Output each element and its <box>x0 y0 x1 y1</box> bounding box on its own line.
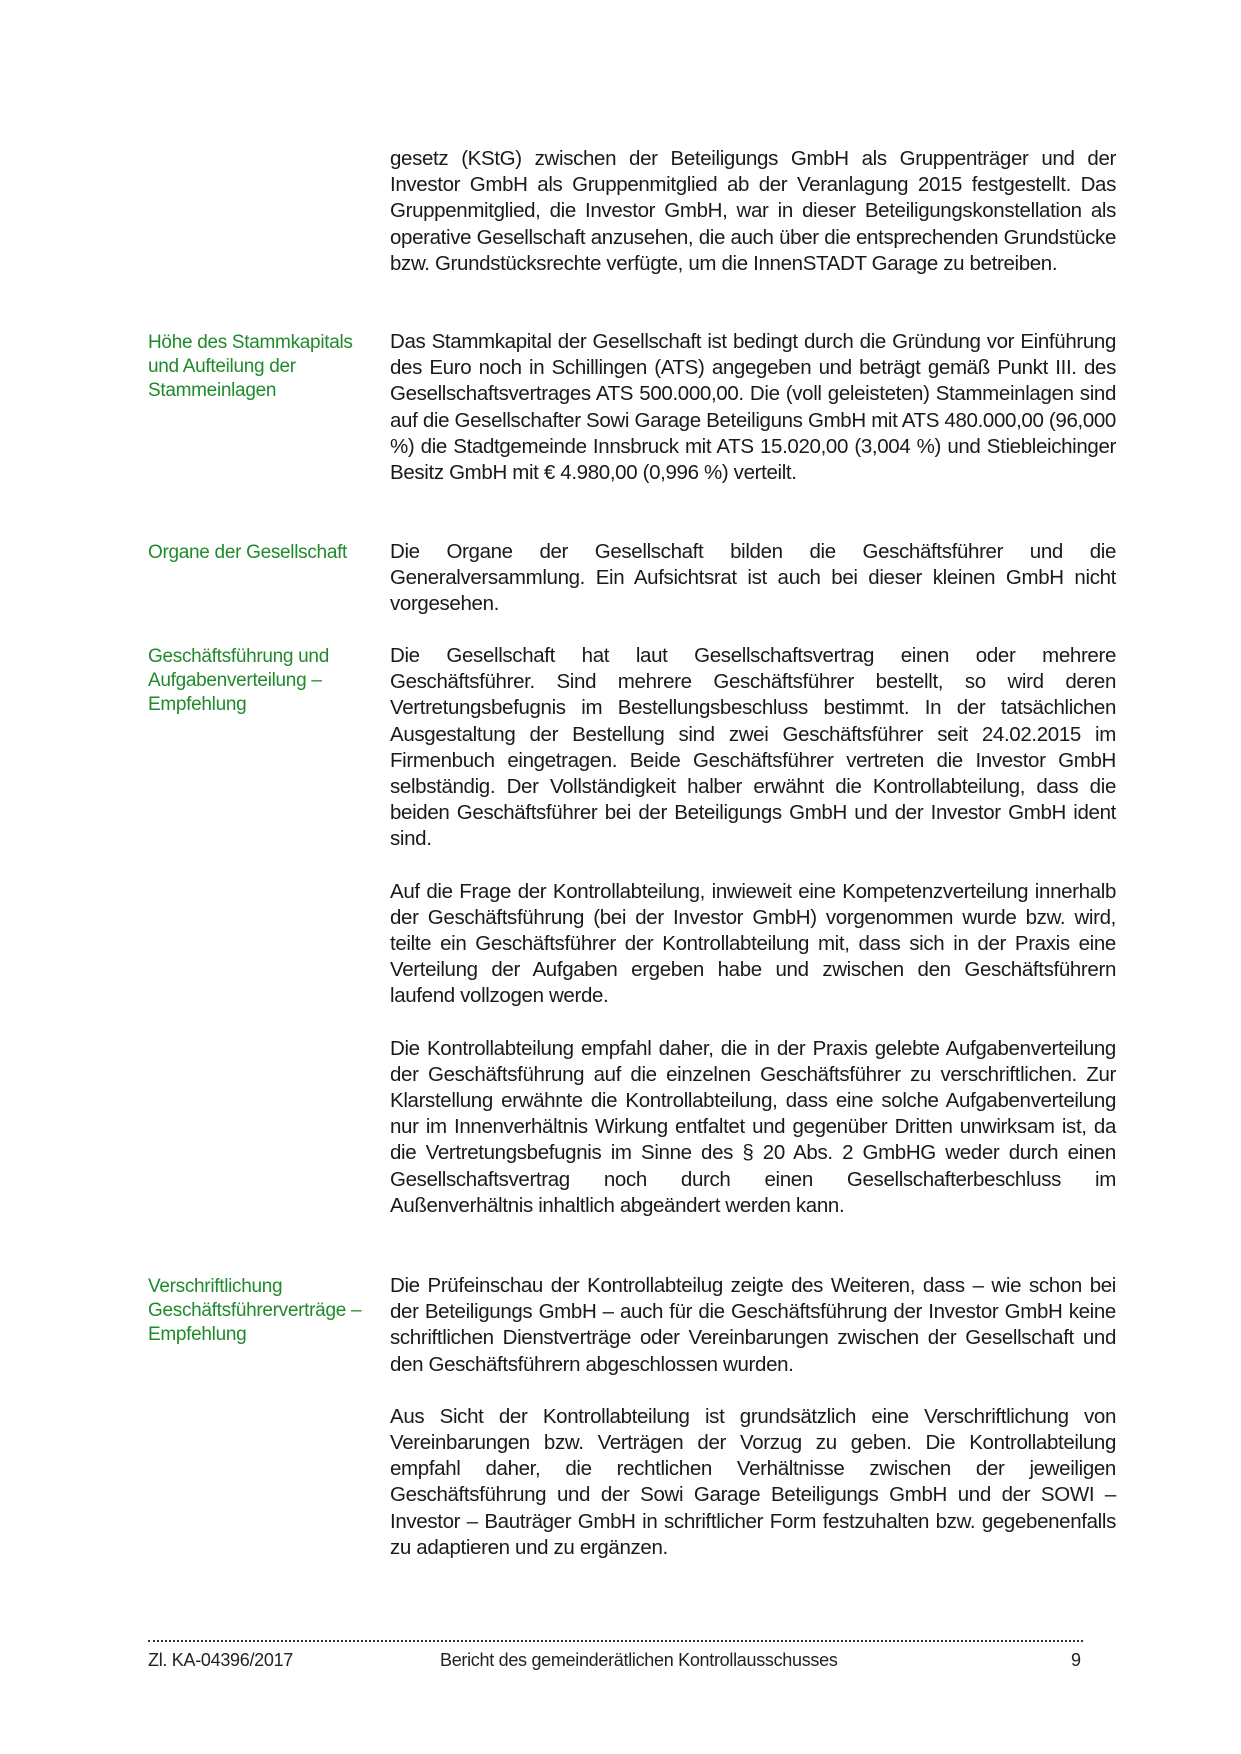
side-label: Verschriftlichung Geschäftsführerverträge – Empfehlung <box>148 1276 362 1345</box>
body-text <box>390 539 1116 618</box>
paragraph: Die Kontrollabteilung empfahl daher, die in der Praxis gelebte Aufgabenverteilung der Geschäftsführung auf die einzelnen Geschäftsführer zu verschriftlichen. Zur Klarstellung erwähnte die Kontrollabteilung, dass eine solche Aufgabenverteilung nur im Innenverhältnis Wirkung entfaltet und gegenüber Dritten unwirksam ist, da die Vertretungsbefugnis im Sinne des § 20 Abs. 2 GmbHG weder durch einen Gesellschaftsvertrag noch durch einen Gesellschafterbeschluss im Außenverhältnis inhaltlich abgeändert werden kann. <box>390 1036 1116 1217</box>
body-text <box>390 329 1116 486</box>
side-label: Höhe des Stammkapitals und Aufteilung der Stammeinlagen <box>148 332 353 401</box>
footer-divider <box>148 1640 1083 1642</box>
side-label: Organe der Gesellschaft <box>148 542 348 563</box>
paragraph: Auf die Frage der Kontrollabteilung, inwieweit eine Kompetenzverteilung innerhalb der Geschäftsführung (bei der Investor GmbH) vorgenommen wurde bzw. wird, teilte ein Geschäftsführer der Kontrollabteilung mit, dass sich in der Praxis eine Verteilung der Aufgaben ergeben habe und zwischen den Geschäftsführern laufend vollzogen werde. <box>390 879 1116 1008</box>
footer-reference: Zl. KA-04396/2017 <box>148 1650 293 1670</box>
body-text <box>390 146 1116 277</box>
body-text <box>390 643 1116 1219</box>
page-number: 9 <box>1071 1650 1081 1670</box>
paragraph: Die Prüfeinschau der Kontrollabteilug zeigte des Weiteren, dass – wie schon bei der Beteiligungs GmbH – auch für die Geschäftsführung der Investor GmbH keine schriftlichen Dienstverträge oder Vereinbarungen zwischen der Gesellschaft und den Geschäftsführern abgeschlossen wurden. <box>390 1274 1116 1376</box>
paragraph: gesetz (KStG) zwischen der Beteiligungs GmbH als Gruppenträger und der Investor GmbH als Gruppenmitglied ab der Veranlagung 2015 festgestellt. Das Gruppenmitglied, die Investor GmbH, war in dieser Beteiligungskonstellation als operative Gesellschaft anzusehen, die auch über die entsprechenden Grundstücke bzw. Grundstücksrechte verfügte, um die InnenSTADT Garage zu betreiben. <box>390 147 1116 275</box>
side-label: Geschäftsführung und Aufgabenverteilung – Empfehlung <box>148 646 329 715</box>
footer-title: Bericht des gemeinderätlichen Kontrollausschusses <box>440 1650 838 1670</box>
paragraph: Die Gesellschaft hat laut Gesellschaftsvertrag einen oder mehrere Geschäftsführer. Sind mehrere Geschäftsführer bestellt, so wird deren Vertretungsbefugnis im Bestellungsbeschluss bestimmt. In der tatsächlichen Ausgestaltung der Bestellung sind zwei Geschäftsführer seit 24.02.2015 im Firmenbuch eingetragen. Beide Geschäftsführer vertreten die Investor GmbH selbständig. Der Vollständigkeit halber erwähnt die Kontrollabteilung, dass die beiden Geschäftsführer bei der Beteiligungs GmbH und der Investor GmbH ident sind. <box>390 644 1116 851</box>
paragraph: Aus Sicht der Kontrollabteilung ist grundsätzlich eine Verschriftlichung von Vereinbarungen bzw. Verträgen der Vorzug zu geben. Die Kontrollabteilung empfahl daher, die rechtlichen Verhältnisse zwischen der jeweiligen Geschäftsführung und der Sowi Garage Beteiligungs GmbH und der SOWI – Investor – Bauträger GmbH in schriftlicher Form festzuhalten bzw. gegebenenfalls zu adaptieren und zu ergänzen. <box>390 1404 1116 1559</box>
paragraph: Die Organe der Gesellschaft bilden die Geschäftsführer und die Generalversammlung. Ein Aufsichtsrat ist auch bei dieser kleinen GmbH nicht vorgesehen. <box>390 540 1116 616</box>
paragraph: Das Stammkapital der Gesellschaft ist bedingt durch die Gründung vor Einführung des Euro noch in Schillingen (ATS) angegeben und beträgt gemäß Punkt III. des Gesellschaftsvertrages ATS 500.000,00. Die (voll geleisteten) Stammeinlagen sind auf die Gesellschafter Sowi Garage Beteiliguns GmbH mit ATS 480.000,00 (96,000 %) die Stadtgemeinde Innsbruck mit ATS 15.020,00 (3,004 %) und Stiebleichinger Besitz GmbH mit € 4.980,00 (0,996 %) verteilt. <box>390 330 1116 485</box>
body-text <box>390 1273 1116 1561</box>
